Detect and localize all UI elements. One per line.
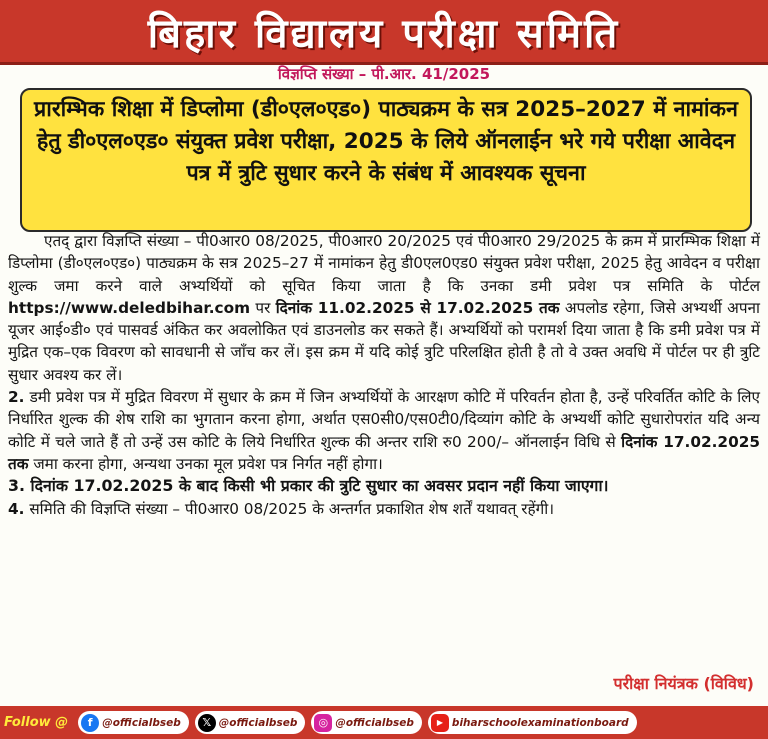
subject-box: प्रारम्भिक शिक्षा में डिप्लोमा (डी०एल०एड०) पाठ्यक्रम के सत्र 2025–2027 में नामांकन हेतु डी०एल०एड० संयुक्त प्रवेश परीक्षा, 2025 के लिये ऑनलाईन भरे गये परीक्षा आवेदन पत्र में त्रुटि सुधार करने के संबंध में आवश्यक सूचना [20,88,752,232]
para2-text-b: जमा करना होगा, अन्यथा उनका मूल प्रवेश पत्र निर्गत नहीं होगा। [28,454,383,473]
facebook-handle: @officialbseb [102,716,181,729]
para2-deadline: दिनांक 17.02.2025 तक [8,432,761,473]
para1-text-b: पर [250,298,276,317]
header-banner [0,0,768,65]
para2-text-a: डमी प्रवेश पत्र में मुद्रित विवरण में सुधार के क्रम में जिन अभ्यर्थियों के आरक्षण कोटि में परिवर्तन होता है, उन्हें परिवर्तित कोटि के लिए निर्धारित शुल्क की शेष राशि का भुगतान करना होगा, अर्थात एस0सी0/एस0टी0/दिव्यांग कोटि के अभ्यर्थी कोटि सुधारोपरांत यदि अन्य कोटि में चले जाते हैं तो उन्हें उस कोटि के लिये निर्धारित शुल्क की अन्तर राशि रु0 200/– ऑनलाईन विधि से [8,388,760,451]
para1-text-a: एतद् द्वारा विज्ञप्ति संख्या – पी0आर0 08/2025, पी0आर0 20/2025 एवं पी0आर0 29/2025 के क्रम में प्रारम्भिक शिक्षा में डिप्लोमा (डी०एल०एड०) पाठ्यक्रम के सत्र 2025–27 में नामांकन हेतु डी0एल0एड0 संयुक्त प्रवेश परीक्षा, 2025 हेतु आवेदन व परीक्षा शुल्क जमा करने वाले अभ्यर्थियों को सूचित किया जाता है कि उनका डमी प्रवेश पत्र समिति के पोर्टल [8,232,760,295]
x-handle: @officialbseb [218,716,298,729]
para4-number: 4. [8,499,25,518]
para1-text-c: अपलोड रहेगा, जिसे अभ्यर्थी अपना यूजर आई०डी० एवं पासवर्ड अंकित कर अवलोकित एवं डाउनलोड कर सकते हैं। अभ्यर्थियों को परामर्श दिया जाता है कि डमी प्रवेश पत्र में मुद्रित एक–एक विवरण को सावधानी से जाँच कर लें। इस क्रम में यदि कोई त्रुटि परिलक्षित होती है तो वे उक्त अवधि में पोर्टल पर ही त्रुटि सुधार अवश्य कर लें। [8,298,760,384]
portal-link[interactable]: https://www.deledbihar.com [8,298,251,317]
youtube-handle: biharschoolexaminationboard [451,716,629,729]
instagram-handle: @officialbseb [335,716,414,729]
signature: परीक्षा नियंत्रक (विविध) [613,674,754,693]
facebook-icon: f [81,714,99,732]
paragraph-4 [8,498,760,520]
x-link[interactable] [195,711,306,734]
paragraph-1 [8,230,760,386]
youtube-icon: ▶ [431,714,449,732]
youtube-link[interactable] [428,711,637,734]
instagram-icon: ◎ [314,714,332,732]
para1-date-range: दिनांक 11.02.2025 से 17.02.2025 तक [275,298,560,317]
para2-number: 2. [8,388,25,407]
paragraph-2 [8,386,760,475]
x-icon: 𝕏 [198,714,216,732]
instagram-link[interactable] [311,711,422,734]
board-title: बिहार विद्यालय परीक्षा समिति [147,10,621,57]
follow-label: Follow @ [4,715,69,730]
social-footer [0,706,768,739]
para4-text: समिति की विज्ञप्ति संख्या – पी0आर0 08/2025 के अन्तर्गत प्रकाशित शेष शर्तें यथावत् रहेंगी। [24,499,555,518]
facebook-link[interactable] [78,711,189,734]
notice-number: विज्ञप्ति संख्या – पी.आर. 41/2025 [277,65,491,83]
paragraph-3: 3. दिनांक 17.02.2025 के बाद किसी भी प्रकार की त्रुटि सुधार का अवसर प्रदान नहीं किया जाएगा। [8,476,609,496]
notice-body [8,230,760,520]
